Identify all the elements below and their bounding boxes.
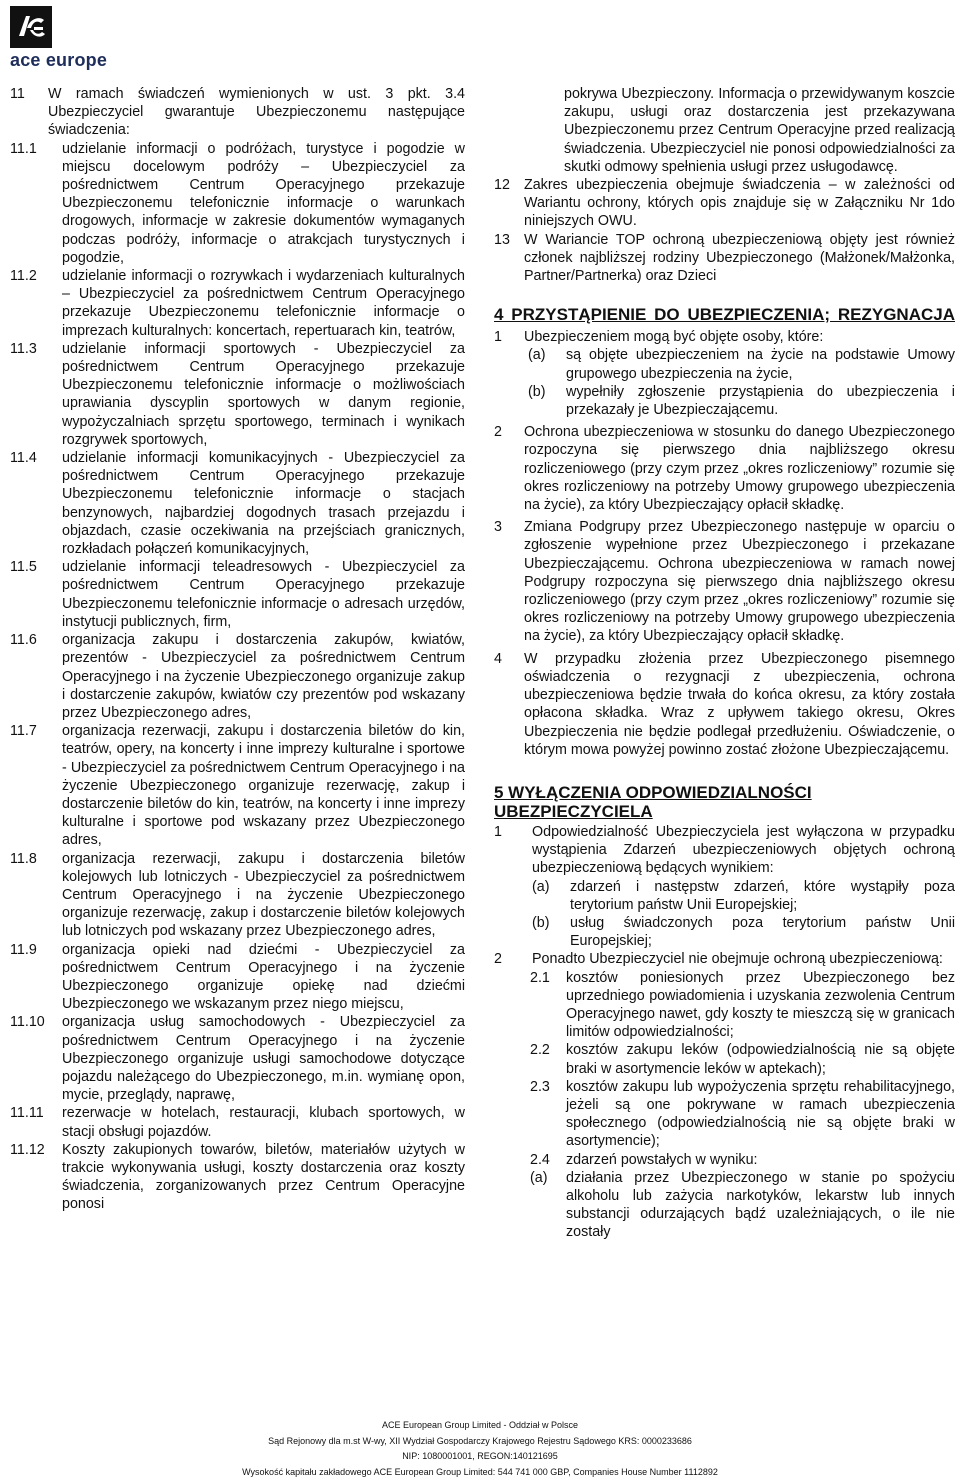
clause-text: Ochrona ubezpieczeniowa w stosunku do danego Ubezpieczonego rozpoczyna się pierwszego dnia najbliższego okresu rozliczeniowego (przy czym przez „okres rozliczeniowy” rozumie się okres rozliczeniowy na potrzeby Umowy grupowego ubezpieczenia na życie), za który Ubezpieczający opłacił składkę. xyxy=(524,423,955,514)
ace-logo-mark-icon xyxy=(10,6,52,48)
clause-number: (b) xyxy=(528,383,566,419)
clause-text: Ubezpieczeniem mogą być objęte osoby, które: xyxy=(524,328,955,346)
sec4-p1b xyxy=(494,383,955,419)
clause-text: udzielanie informacji teleadresowych - Ubezpieczyciel za pośrednictwem Centrum Operacyjnego przekazuje Ubezpieczonemu telefonicznie informacje o adresach urzędów, instytucji publicznych, firm, xyxy=(62,558,465,631)
clause-number: 11.8 xyxy=(10,850,62,941)
sec5-p2 xyxy=(494,950,955,968)
ace-logo xyxy=(10,6,52,48)
subclause xyxy=(10,1104,465,1140)
clause-number: 11.9 xyxy=(10,941,62,1014)
sec5-p1a xyxy=(494,878,955,914)
subclause xyxy=(10,941,465,1014)
clause-number: 12 xyxy=(494,176,524,231)
sec4-p3 xyxy=(494,518,955,645)
clause-text: Zakres ubezpieczenia obejmuje świadczenia – w zależności od Wariantu ochrony, których opis znajduje się w Załączniku Nr 1do niniejszych OWU. xyxy=(524,176,955,231)
subclause xyxy=(10,850,465,941)
clause-number: 11.2 xyxy=(10,267,62,340)
subclause xyxy=(10,340,465,449)
left-subclauses xyxy=(10,140,465,1214)
clause-12 xyxy=(494,176,955,231)
sec5-p21 xyxy=(494,969,955,1042)
clause-text: organizacja rezerwacji, zakupu i dostarczenia biletów kolejowych lub lotniczych - Ubezpieczyciel za pośrednictwem Centrum Operacyjnego i na życzenie Ubezpieczonego organizuje rezerwację, zakup i dostarczenie biletów kolejowych lub lotniczych pod wskazany przez Ubezpieczonego adres, xyxy=(62,850,465,941)
subclause xyxy=(10,558,465,631)
clause-text: organizacja zakupu i dostarczenia zakupów, kwiatów, prezentów - Ubezpieczyciel za pośrednictwem Centrum Operacyjnego i na życzenie Ubezpieczonego organizuje zakup i dostarczenie zakupów, kwiatów czy prezentów pod wskazany przez Ubezpieczonego adres, xyxy=(62,631,465,722)
clause-number: 11.6 xyxy=(10,631,62,722)
sec5-p24 xyxy=(494,1151,955,1169)
clause-number: 11 xyxy=(10,85,48,140)
clause-text: udzielanie informacji o rozrywkach i wydarzeniach kulturalnych – Ubezpieczyciel za pośrednictwem Centrum Operacyjnego przekazuje Ubezpieczonemu telefonicznie informacje o imprezach kulturalnych: koncertach, repertuarach kin, teatrów, xyxy=(62,267,465,340)
section-5-title: 5 WYŁĄCZENIA ODPOWIEDZIALNOŚCI UBEZPIECZYCIELA xyxy=(494,783,812,821)
section-4-title: 4 PRZYSTĄPIENIE DO UBEZPIECZENIA; REZYGNACJA xyxy=(494,305,955,324)
sec5-p1b xyxy=(494,914,955,950)
clause-text: udzielanie informacji sportowych - Ubezpieczyciel za pośrednictwem Centrum Operacyjnego przekazuje Ubezpieczonemu telefonicznie informacje o możliwościach uprawiania dyscyplin sportowych w danym regionie, wypożyczalniach sprzętu sportowego, terminach i wynikach rozgrywek sportowych, xyxy=(62,340,465,449)
clause-number: 3 xyxy=(494,518,524,645)
clause-number: (a) xyxy=(528,346,566,382)
section-4-heading xyxy=(494,305,955,324)
subclause xyxy=(10,449,465,558)
sec5-p23 xyxy=(494,1078,955,1151)
sec4-p2 xyxy=(494,423,955,514)
footer-capital: Wysokość kapitału zakładowego ACE European Group Limited: 544 741 000 GBP, Companies House Number 1112892 xyxy=(0,1465,960,1480)
sec4-p1 xyxy=(494,328,955,346)
clause-text: W Wariancie TOP ochroną ubezpieczeniową objęty jest również członek najbliższej rodziny Ubezpieczonego (Małżonek/Małżonka, Partner/Partnerka) oraz Dzieci xyxy=(524,231,955,286)
clause-text: organizacja opieki nad dziećmi - Ubezpieczyciel za pośrednictwem Centrum Operacyjnego i na życzenie Ubezpieczonego organizuje opiekę nad dziećmi Ubezpieczonego we wskazanym przez niego miejscu, xyxy=(62,941,465,1014)
subclause xyxy=(10,1141,465,1214)
subclause xyxy=(10,631,465,722)
footer-court: Sąd Rejonowy dla m.st W-wy, XII Wydział Gospodarczy Krajowego Rejestru Sądowego KRS: 0000233686 xyxy=(0,1434,960,1450)
sec4-p1a xyxy=(494,346,955,382)
sec5-p22 xyxy=(494,1041,955,1077)
clause-number: 1 xyxy=(494,823,532,878)
clause-text: udzielanie informacji komunikacyjnych - Ubezpieczyciel za pośrednictwem Centrum Operacyjnego przekazuje Ubezpieczonemu telefonicznie informacje o stacjach benzynowych, najbardziej dogodnych trasach przejazdu i objazdach, czasie oczekiwania na przejściach granicznych, rozkładach połączeń komunikacyjnych, xyxy=(62,449,465,558)
clause-text: Zmiana Podgrupy przez Ubezpieczonego następuje w oparciu o zgłoszenie wypełnione przez Ubezpieczonego i przekazane Ubezpieczającemu. Ochrona ubezpieczeniowa w ramach nowej Podgrupy rozpoczyna się pierwszego dnia najbliższego okresu rozliczeniowego (przy czym przez „okres rozliczeniowy” rozumie się okres rozliczeniowy na potrzeby Umowy grupowego ubezpieczenia na życie), za który Ubezpieczający opłacił składkę. xyxy=(524,518,955,645)
clause-number: 2.3 xyxy=(530,1078,566,1151)
clause-text: wypełniły zgłoszenie przystąpienia do ubezpieczenia i przekazały je Ubezpieczającemu. xyxy=(566,383,955,419)
clause-text: kosztów zakupu leków (odpowiedzialnością nie są objęte braki w asortymencie leków w aptekach); xyxy=(566,1041,955,1077)
clause-text: są objęte ubezpieczeniem na życie na podstawie Umowy grupowego ubezpieczenia na życie, xyxy=(566,346,955,382)
footer-company: ACE European Group Limited - Oddział w Polsce xyxy=(0,1418,960,1434)
clause-text: Koszty zakupionych towarów, biletów, materiałów użytych w trakcie wykonywania usługi, koszty dostarczenia oraz koszty świadczenia, zorganizowanych przez Centrum Operacyjne ponosi xyxy=(62,1141,465,1214)
clause-text: zdarzeń i następstw zdarzeń, które wystąpiły poza terytorium państw Unii Europejskiej; xyxy=(570,878,955,914)
sec5-p1 xyxy=(494,823,955,878)
clause-number: (b) xyxy=(532,914,570,950)
clause-number: 11.10 xyxy=(10,1013,62,1104)
clause-text: organizacja usług samochodowych - Ubezpieczyciel za pośrednictwem Centrum Operacyjnego i na życzenie Ubezpieczonego organizuje usługi samochodowe dotyczące pojazdu należącego do Ubezpieczonego, m.in. wymianę opon, mycie, przeglądy, naprawę, xyxy=(62,1013,465,1104)
clause-number: 2.1 xyxy=(530,969,566,1042)
clause-text: kosztów poniesionych przez Ubezpieczonego bez uprzedniego powiadomienia i uzyskania zezwolenia Centrum Operacyjnego nawet, gdy koszty te mieszczą się w granicach limitów odpowiedzialności; xyxy=(566,969,955,1042)
clause-number: 11.1 xyxy=(10,140,62,267)
clause-text: organizacja rezerwacji, zakupu i dostarczenia biletów do kin, teatrów, opery, na koncerty i inne imprezy kulturalne i sportowe - Ubezpieczyciel za pośrednictwem Centrum Operacyjnego i na życzenie Ubezpieczonego organizuje rezerwację, zakup i dostarczenie biletów do kin, teatrów, na koncerty i inne imprezy kulturalne i sportowe pod wskazany przez Ubezpieczonego adres, xyxy=(62,722,465,849)
clause-number: (a) xyxy=(530,1169,566,1242)
sec4-p4 xyxy=(494,650,955,759)
right-column xyxy=(494,85,955,1242)
clause-number: 11.4 xyxy=(10,449,62,558)
clause-text: Odpowiedzialność Ubezpieczyciela jest wyłączona w przypadku wystąpienia Zdarzeń ubezpieczeniowych objętych ochroną ubezpieczeniową będących wynikiem: xyxy=(532,823,955,878)
clause-number: 1 xyxy=(494,328,524,346)
subclause xyxy=(10,1013,465,1104)
clause-text: Ponadto Ubezpieczyciel nie obejmuje ochroną ubezpieczeniową: xyxy=(532,950,955,968)
clause-number: 2.4 xyxy=(530,1151,566,1169)
sec5-p24a xyxy=(494,1169,955,1242)
subclause xyxy=(10,722,465,849)
clause-text: usług świadczonych poza terytorium państw Unii Europejskiej; xyxy=(570,914,955,950)
section-5-heading xyxy=(494,783,864,821)
clause-number: 11.3 xyxy=(10,340,62,449)
clause-text: W ramach świadczeń wymienionych w ust. 3 pkt. 3.4 Ubezpieczyciel gwarantuje Ubezpieczonemu następujące świadczenia: xyxy=(48,85,465,140)
clause-number: 2 xyxy=(494,423,524,514)
page-footer xyxy=(0,1418,960,1480)
clause-text: działania przez Ubezpieczonego w stanie po spożyciu alkoholu lub zażycia narkotyków, lekarstw lub innych substancji odurzających bądź uzależniających, o ile nie zostały xyxy=(566,1169,955,1242)
clause-11 xyxy=(10,85,465,140)
clause-number: 2.2 xyxy=(530,1041,566,1077)
clause-13 xyxy=(494,231,955,286)
continued-text: pokrywa Ubezpieczony. Informacja o przewidywanym koszcie zakupu, usługi oraz dostarczenia jest przekazywana Ubezpieczonemu przez Centrum Operacyjne przed realizacją świadczenia. Ubezpieczyciel nie ponosi odpowiedzialności za skutki odmowy spełnienia usługi przez usługodawcę. xyxy=(494,85,955,176)
clause-number: (a) xyxy=(532,878,570,914)
subclause xyxy=(10,140,465,267)
clause-number: 4 xyxy=(494,650,524,759)
clause-text: rezerwacje w hotelach, restauracji, klubach sportowych, w stacji obsługi pojazdów. xyxy=(62,1104,465,1140)
left-column xyxy=(10,85,465,1214)
clause-number: 2 xyxy=(494,950,532,968)
clause-number: 11.7 xyxy=(10,722,62,849)
clause-number: 11.12 xyxy=(10,1141,62,1214)
footer-ids: NIP: 1080001001, REGON:140121695 xyxy=(0,1449,960,1465)
clause-text: udzielanie informacji o podróżach, turystyce i pogodzie w miejscu docelowym podróży – Ubezpieczyciel za pośrednictwem Centrum Operacyjnego przekazuje Ubezpieczonemu telefonicznie informacje o warunkach drogowych, informacje w zakresie dokumentów wymaganych podczas podróży, informacje o atrakcjach turystycznych i pogodzie, xyxy=(62,140,465,267)
clause-number: 11.5 xyxy=(10,558,62,631)
clause-number: 13 xyxy=(494,231,524,286)
subclause xyxy=(10,267,465,340)
clause-text: W przypadku złożenia przez Ubezpieczonego pisemnego oświadczenia o rezygnacji z ubezpieczenia, ochrona ubezpieczeniowa będzie trwała do końca okresu, za który została opłacona składka. Wraz z upływem takiego okresu, Okres Ubezpieczenia nie będzie podlegał przedłużeniu. Oświadczenie, o którym mowa powyżej powinno zostać złożone Ubezpieczającemu. xyxy=(524,650,955,759)
clause-text: zdarzeń powstałych w wyniku: xyxy=(566,1151,955,1169)
clause-number: 11.11 xyxy=(10,1104,62,1140)
clause-text: kosztów zakupu lub wypożyczenia sprzętu rehabilitacyjnego, jeżeli są one pokrywane w ramach ubezpieczenia społecznego (odpowiedzialnością nie są objęte braki w asortymencie); xyxy=(566,1078,955,1151)
brand-name: ace europe xyxy=(10,50,107,71)
